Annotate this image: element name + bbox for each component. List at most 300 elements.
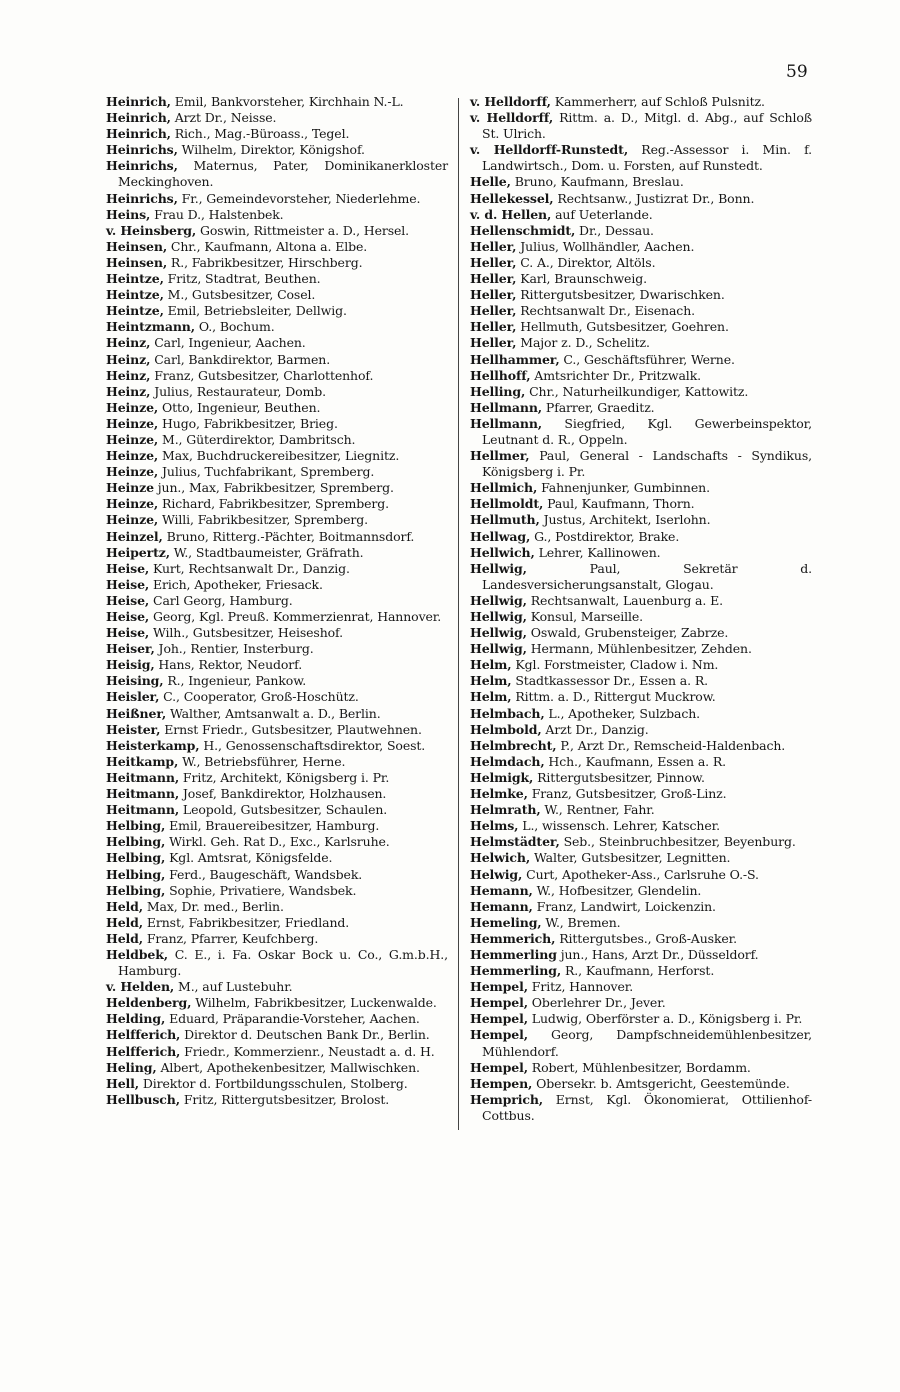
entry-name: Hempel, (470, 979, 528, 995)
directory-entry (106, 352, 448, 368)
directory-entry (470, 110, 812, 142)
entry-details: Kgl. Amtsrat, Königsfelde. (165, 850, 333, 866)
directory-entry (470, 706, 812, 722)
entry-details: R., Ingenieur, Pankow. (163, 673, 307, 689)
directory-entry (106, 979, 448, 995)
entry-details: Rechtsanwalt Dr., Eisenach. (516, 303, 695, 319)
entry-details: Hellmuth, Gutsbesitzer, Goehren. (516, 319, 729, 335)
entry-details: Max, Dr. med., Berlin. (143, 898, 284, 914)
entry-name: v. Helldorff, (470, 110, 554, 126)
entry-name: Heinze, (106, 464, 159, 480)
entry-name: Heller, (470, 335, 517, 351)
directory-entry (470, 545, 812, 561)
entry-details: Arzt Dr., Danzig. (541, 721, 649, 737)
entry-details: R., Fabrikbesitzer, Hirschberg. (167, 254, 363, 270)
directory-entry (106, 609, 448, 625)
directory-entry (106, 158, 448, 190)
entry-name: Helbing, (106, 834, 166, 850)
entry-name: Hellmich, (470, 480, 538, 496)
entry-name: Hellenschmidt, (470, 222, 576, 238)
entry-details: Julius, Wollhändler, Aachen. (516, 238, 695, 254)
directory-entry (470, 754, 812, 770)
entry-details: Fritz, Hannover. (527, 979, 634, 995)
entry-name: Hellekessel, (470, 190, 554, 206)
directory-entry (470, 271, 812, 287)
directory-entry (470, 368, 812, 384)
entry-details: Oberlehrer Dr., Jever. (527, 995, 666, 1011)
entry-details: Hermann, Mühlenbesitzer, Zehden. (526, 641, 752, 657)
entry-details: Walther, Amtsanwalt a. D., Berlin. (166, 705, 381, 721)
entry-name: Hempel, (470, 995, 528, 1011)
entry-name: Hemmerling, (470, 963, 562, 979)
entry-name: Heintze, (106, 303, 164, 319)
entry-name: Heldenberg, (106, 995, 192, 1011)
directory-entry (470, 915, 812, 931)
directory-entry (106, 689, 448, 705)
entry-details: Reg.-Assessor i. Min. f. Landwirtsch., Dom. u. Forsten, auf Runstedt. (482, 142, 812, 174)
entry-details: Carl, Ingenieur, Aachen. (150, 335, 306, 351)
directory-entry (106, 673, 448, 689)
directory-entry (106, 834, 448, 850)
entry-details: Chr., Naturheilkundiger, Kattowitz. (525, 383, 749, 399)
entry-name: Hellmer, (470, 448, 530, 464)
entry-name: Helmstädter, (470, 834, 560, 850)
entry-name: Helding, (106, 1011, 166, 1027)
directory-entry (106, 786, 448, 802)
directory-entry (106, 593, 448, 609)
entry-details: Kurt, Rechtsanwalt Dr., Danzig. (149, 560, 350, 576)
entry-details: Rechtsanwalt, Lauenburg a. E. (526, 592, 723, 608)
entry-name: Heller, (470, 254, 517, 270)
directory-entry (470, 850, 812, 866)
entry-name: Helmdach, (470, 753, 545, 769)
entry-details: Ferd., Baugeschäft, Wandsbek. (165, 866, 363, 882)
directory-entry (470, 609, 812, 625)
directory-entry (470, 1060, 812, 1076)
entry-name: Heinze (106, 480, 154, 496)
entry-details: O., Bochum. (195, 319, 275, 335)
directory-entry (470, 255, 812, 271)
entry-details: Wilhelm, Direktor, Königshof. (177, 142, 365, 158)
entry-name: v. Heinsberg, (106, 222, 197, 238)
directory-entry (106, 899, 448, 915)
entry-name: Helm, (470, 689, 512, 705)
directory-entry (470, 673, 812, 689)
directory-entry (106, 255, 448, 271)
entry-name: Heise, (106, 560, 150, 576)
entry-name: Hellwig, (470, 625, 527, 641)
entry-name: Helbing, (106, 866, 166, 882)
directory-entry (470, 738, 812, 754)
entry-name: Helmke, (470, 786, 528, 802)
directory-entry (470, 335, 812, 351)
entry-name: Helm, (470, 657, 512, 673)
directory-entry (106, 1092, 448, 1108)
directory-entry (106, 496, 448, 512)
directory-entry (470, 319, 812, 335)
directory-entry (470, 834, 812, 850)
entry-details: auf Ueterlande. (551, 206, 653, 222)
entry-details: Rittergutsbesitzer, Pinnow. (533, 769, 705, 785)
entry-name: Hempel, (470, 1027, 528, 1043)
entry-details: Franz, Pfarrer, Keufchberg. (143, 930, 319, 946)
entry-name: Heister, (106, 721, 161, 737)
entry-details: Julius, Restaurateur, Domb. (150, 383, 326, 399)
entry-details: Frau D., Halstenbek. (150, 206, 284, 222)
entry-name: Heinrich, (106, 126, 171, 142)
entry-details: Bruno, Ritterg.-Pächter, Boitmannsdorf. (162, 528, 415, 544)
entry-details: R., Kaufmann, Herforst. (561, 963, 715, 979)
directory-entry (106, 335, 448, 351)
entry-details: Sophie, Privatiere, Wandsbek. (165, 882, 357, 898)
directory-entry (470, 1027, 812, 1059)
directory-entry (106, 883, 448, 899)
entry-name: Heins, (106, 206, 151, 222)
directory-entry (106, 126, 448, 142)
entry-details: Fahnenjunker, Gumbinnen. (537, 480, 710, 496)
directory-entry (470, 303, 812, 319)
directory-entry (106, 464, 448, 480)
entry-details: Seb., Steinbruchbesitzer, Beyenburg. (559, 834, 796, 850)
entry-details: Rittm. a. D., Mitgl. d. Abg., auf Schloß St. Ulrich. (482, 110, 812, 142)
entry-name: Heller, (470, 287, 517, 303)
entry-details: Pfarrer, Graeditz. (542, 399, 655, 415)
entry-details: Rittergutsbes., Groß-Ausker. (555, 930, 738, 946)
entry-details: W., Hofbesitzer, Glendelin. (532, 882, 702, 898)
entry-name: Heling, (106, 1059, 157, 1075)
entry-name: Heinze, (106, 512, 159, 528)
directory-entry (470, 1011, 812, 1027)
entry-details: Rechtsanw., Justizrat Dr., Bonn. (553, 190, 755, 206)
entry-details: Franz, Gutsbesitzer, Groß-Linz. (527, 786, 727, 802)
entry-name: Hemeling, (470, 914, 542, 930)
directory-entry (470, 802, 812, 818)
directory-entry (106, 512, 448, 528)
directory-entry (470, 867, 812, 883)
directory-entry (106, 271, 448, 287)
entry-name: Heißner, (106, 705, 167, 721)
entry-details: C. A., Direktor, Altöls. (516, 254, 656, 270)
entry-details: Richard, Fabrikbesitzer, Spremberg. (158, 496, 389, 512)
directory-entry (106, 641, 448, 657)
entry-details: Eduard, Präparandie-Vorsteher, Aachen. (165, 1011, 420, 1027)
entry-name: Heinz, (106, 367, 151, 383)
entry-name: Heinze, (106, 431, 159, 447)
entry-name: Heldbek, (106, 946, 168, 962)
entry-name: Hellwig, (470, 641, 527, 657)
entry-details: C. E., i. Fa. Oskar Bock u. Co., G.m.b.H., Hamburg. (118, 946, 448, 979)
entry-name: Heise, (106, 576, 150, 592)
entry-details: Otto, Ingenieur, Beuthen. (158, 399, 321, 415)
entry-details: Kgl. Forstmeister, Cladow i. Nm. (511, 657, 719, 673)
entry-name: Helmbrecht, (470, 737, 557, 753)
directory-entry (106, 319, 448, 335)
directory-entry (470, 786, 812, 802)
entry-name: Heisterkamp, (106, 737, 200, 753)
directory-entry (470, 561, 812, 593)
directory-entry (106, 110, 448, 126)
directory-entry (106, 577, 448, 593)
entry-details: M., Gutsbesitzer, Cosel. (163, 287, 316, 303)
directory-entry (106, 545, 448, 561)
directory-entry (106, 995, 448, 1011)
entry-name: Hellwig, (470, 609, 527, 624)
entry-name: Heitmann, (106, 802, 180, 818)
entry-details: Wilhelm, Fabrikbesitzer, Luckenwalde. (191, 995, 437, 1011)
directory-entry (470, 979, 812, 995)
entry-details: Major z. D., Schelitz. (516, 335, 650, 351)
entry-name: Hellwig, (470, 592, 527, 608)
entry-details: Maternus, Pater, Dominikanerkloster Meckinghoven. (118, 158, 448, 190)
entry-name: Heinze, (106, 448, 159, 464)
directory-entry (106, 239, 448, 255)
directory-entry (106, 706, 448, 722)
entry-name: Helwig, (470, 866, 523, 882)
entry-details: Paul, Sekretär d. Landesversicherungsanstalt, Glogau. (482, 560, 812, 592)
entry-name: Hellbusch, (106, 1091, 180, 1107)
directory-entry (470, 770, 812, 786)
entry-details: L., wissensch. Lehrer, Katscher. (518, 818, 720, 834)
directory-entry (470, 963, 812, 979)
entry-name: Heinze, (106, 415, 159, 431)
directory-entry (106, 384, 448, 400)
entry-name: Helfferich, (106, 1027, 181, 1043)
entry-name: Heiser, (106, 641, 155, 657)
entry-name: Heise, (106, 592, 150, 608)
directory-entry (470, 223, 812, 239)
entry-details: Josef, Bankdirektor, Holzhausen. (179, 786, 387, 802)
directory-entry (470, 722, 812, 738)
directory-entry (106, 400, 448, 416)
entry-details: M., Güterdirektor, Dambritsch. (158, 431, 356, 447)
entry-details: Erich, Apotheker, Friesack. (149, 576, 323, 592)
entry-name: Helm, (470, 673, 512, 689)
entry-details: Albert, Apothekenbesitzer, Mallwischken. (156, 1059, 420, 1075)
entry-details: Carl, Bankdirektor, Barmen. (150, 351, 331, 367)
entry-details: C., Cooperator, Groß-Hoschütz. (159, 689, 359, 705)
entry-details: Amtsrichter Dr., Pritzwalk. (530, 367, 701, 383)
directory-entry (106, 625, 448, 641)
entry-details: jun., Hans, Arzt Dr., Düsseldorf. (556, 946, 759, 962)
directory-entry (106, 368, 448, 384)
entry-details: Hugo, Fabrikbesitzer, Brieg. (158, 415, 338, 431)
entry-details: Franz, Landwirt, Loickenzin. (532, 898, 716, 914)
entry-name: Helbing, (106, 850, 166, 866)
entry-name: Heller, (470, 271, 517, 287)
directory-entry (470, 207, 812, 223)
entry-name: Helmrath, (470, 802, 541, 818)
directory-entry (470, 448, 812, 480)
entry-details: Paul, General - Landschafts - Syndikus, Königsberg i. Pr. (482, 448, 812, 480)
entry-name: Heinrichs, (106, 190, 178, 206)
entry-name: Heinsen, (106, 238, 168, 254)
directory-entry (106, 867, 448, 883)
directory-entry (106, 722, 448, 738)
directory-entry (106, 561, 448, 577)
entry-details: Fr., Gemeindevorsteher, Niederlehme. (177, 190, 421, 206)
entry-details: Dr., Dessau. (575, 222, 654, 238)
entry-name: Helfferich, (106, 1043, 181, 1059)
directory-entry (106, 1011, 448, 1027)
directory-entry (470, 1092, 812, 1124)
entry-name: Helle, (470, 174, 511, 190)
entry-details: Hans, Rektor, Neudorf. (154, 657, 303, 673)
directory-entry (470, 593, 812, 609)
entry-details: Ernst, Fabrikbesitzer, Friedland. (143, 914, 350, 930)
entry-name: Heintzmann, (106, 319, 196, 335)
entry-details: G., Postdirektor, Brake. (530, 528, 680, 544)
entry-name: Heintze, (106, 287, 164, 303)
directory-entry (470, 239, 812, 255)
directory-entry (106, 416, 448, 432)
entry-name: Hempel, (470, 1011, 528, 1027)
entry-name: Heitmann, (106, 786, 180, 802)
entry-name: Held, (106, 898, 144, 914)
entry-name: Heinrich, (106, 110, 171, 126)
entry-details: Julius, Tuchfabrikant, Spremberg. (158, 464, 375, 480)
entry-name: Hellhammer, (470, 351, 560, 367)
entry-details: Siegfried, Kgl. Gewerbeinspektor, Leutnant d. R., Oppeln. (482, 415, 812, 447)
directory-entry (106, 448, 448, 464)
entry-name: Hellmann, (470, 399, 543, 415)
directory-entry (470, 625, 812, 641)
directory-entry (106, 142, 448, 158)
directory-entry (470, 947, 812, 963)
entry-details: Max, Buchdruckereibesitzer, Liegnitz. (158, 448, 400, 464)
entry-details: Emil, Betriebsleiter, Dellwig. (163, 303, 347, 319)
page-number: 59 (786, 62, 808, 82)
entry-name: Heintze, (106, 271, 164, 287)
entry-name: Hemann, (470, 898, 533, 914)
entry-name: Hemann, (470, 882, 533, 898)
directory-entry (106, 94, 448, 110)
entry-details: Ludwig, Oberförster a. D., Königsberg i. Pr. (527, 1011, 803, 1027)
entry-name: Heinz, (106, 383, 151, 399)
directory-entry (470, 400, 812, 416)
entry-details: Georg, Kgl. Preuß. Kommerzienrat, Hannover. (149, 609, 442, 624)
entry-details: Fritz, Rittergutsbesitzer, Brolost. (179, 1091, 390, 1107)
entry-name: Heinsen, (106, 254, 168, 270)
entry-details: Ernst Friedr., Gutsbesitzer, Plautwehnen. (160, 721, 422, 737)
entry-name: Heisler, (106, 689, 160, 705)
directory-entry (106, 223, 448, 239)
entry-name: Hellwig, (470, 560, 527, 576)
entry-name: Hemprich, (470, 1091, 544, 1107)
directory-entry (470, 995, 812, 1011)
directory-entry (470, 480, 812, 496)
entry-details: Chr., Kaufmann, Altona a. Elbe. (167, 238, 368, 254)
entry-details: Wilh., Gutsbesitzer, Heiseshof. (149, 625, 343, 641)
entry-details: Karl, Braunschweig. (516, 271, 647, 287)
entry-details: Rich., Mag.-Büroass., Tegel. (170, 126, 350, 142)
entry-name: Hellmuth, (470, 512, 540, 528)
entry-name: Heitkamp, (106, 753, 179, 769)
directory-entry (470, 931, 812, 947)
directory-entry (106, 432, 448, 448)
directory-entry (106, 1076, 448, 1092)
entry-details: Emil, Bankvorsteher, Kirchhain N.-L. (170, 94, 404, 109)
entry-details: M., auf Lustebuhr. (174, 979, 293, 995)
entry-details: Rittm. a. D., Rittergut Muckrow. (511, 689, 716, 705)
directory-entry (470, 287, 812, 303)
entry-name: Helbing, (106, 818, 166, 834)
directory-entry (470, 512, 812, 528)
entry-name: Held, (106, 914, 144, 930)
entry-name: Helmbach, (470, 705, 545, 721)
left-column (106, 94, 448, 1108)
directory-entry (470, 384, 812, 400)
directory-entry (470, 94, 812, 110)
entry-details: Oswald, Grubensteiger, Zabrze. (526, 625, 729, 641)
entry-details: jun., Max, Fabrikbesitzer, Spremberg. (153, 480, 394, 496)
entry-details: Georg, Dampfschneidemühlenbesitzer, Mühlendorf. (482, 1027, 812, 1059)
right-column (470, 94, 812, 1124)
directory-entry (106, 818, 448, 834)
directory-entry (470, 641, 812, 657)
entry-name: Heinz, (106, 351, 151, 367)
entry-name: Heller, (470, 319, 517, 335)
entry-name: Held, (106, 930, 144, 946)
entry-details: Joh., Rentier, Insterburg. (154, 641, 314, 657)
entry-details: Bruno, Kaufmann, Breslau. (510, 174, 684, 190)
directory-entry (106, 303, 448, 319)
entry-name: Heinrich, (106, 94, 171, 109)
entry-name: Hellwich, (470, 544, 535, 560)
entry-details: Friedr., Kommerzienr., Neustadt a. d. H. (180, 1043, 435, 1059)
directory-entry (470, 416, 812, 448)
entry-details: W., Bremen. (541, 914, 621, 930)
entry-details: Obersekr. b. Amtsgericht, Geestemünde. (532, 1075, 790, 1091)
entry-name: Heinze, (106, 399, 159, 415)
entry-name: Hempen, (470, 1075, 533, 1091)
entry-name: Helmigk, (470, 769, 534, 785)
directory-entry (106, 802, 448, 818)
directory-entry (106, 657, 448, 673)
directory-entry (106, 947, 448, 979)
entry-details: Arzt Dr., Neisse. (170, 110, 277, 126)
directory-entry (106, 287, 448, 303)
entry-details: W., Betriebsführer, Herne. (178, 753, 346, 769)
directory-entry (106, 1060, 448, 1076)
entry-details: Goswin, Rittmeister a. D., Hersel. (196, 222, 410, 238)
entry-name: Helling, (470, 383, 526, 399)
entry-details: W., Rentner, Fahr. (540, 802, 655, 818)
entry-name: Heller, (470, 303, 517, 319)
entry-details: Wirkl. Geh. Rat D., Exc., Karlsruhe. (165, 834, 390, 850)
entry-details: Fritz, Architekt, Königsberg i. Pr. (179, 769, 390, 785)
entry-name: Hellhoff, (470, 367, 531, 383)
entry-name: Helbing, (106, 882, 166, 898)
directory-entry (106, 1027, 448, 1043)
directory-entry (470, 174, 812, 190)
entry-details: Carl Georg, Hamburg. (149, 592, 293, 608)
directory-entry (106, 850, 448, 866)
entry-name: Heinzel, (106, 528, 163, 544)
entry-name: Helwich, (470, 850, 531, 866)
entry-name: v. Helldorff-Runstedt, (470, 142, 629, 158)
directory-entry (106, 754, 448, 770)
entry-details: Curt, Apotheker-Ass., Carlsruhe O.-S. (522, 866, 759, 882)
entry-name: Hellwag, (470, 528, 531, 544)
entry-name: Heinz, (106, 335, 151, 351)
entry-details: Hch., Kaufmann, Essen a. R. (544, 753, 727, 769)
entry-name: v. Helldorff, (470, 94, 551, 109)
directory-entry (470, 1076, 812, 1092)
entry-name: Hell, (106, 1075, 140, 1091)
entry-name: Heller, (470, 238, 517, 254)
entry-details: W., Stadtbaumeister, Gräfrath. (169, 544, 364, 560)
directory-entry (106, 770, 448, 786)
